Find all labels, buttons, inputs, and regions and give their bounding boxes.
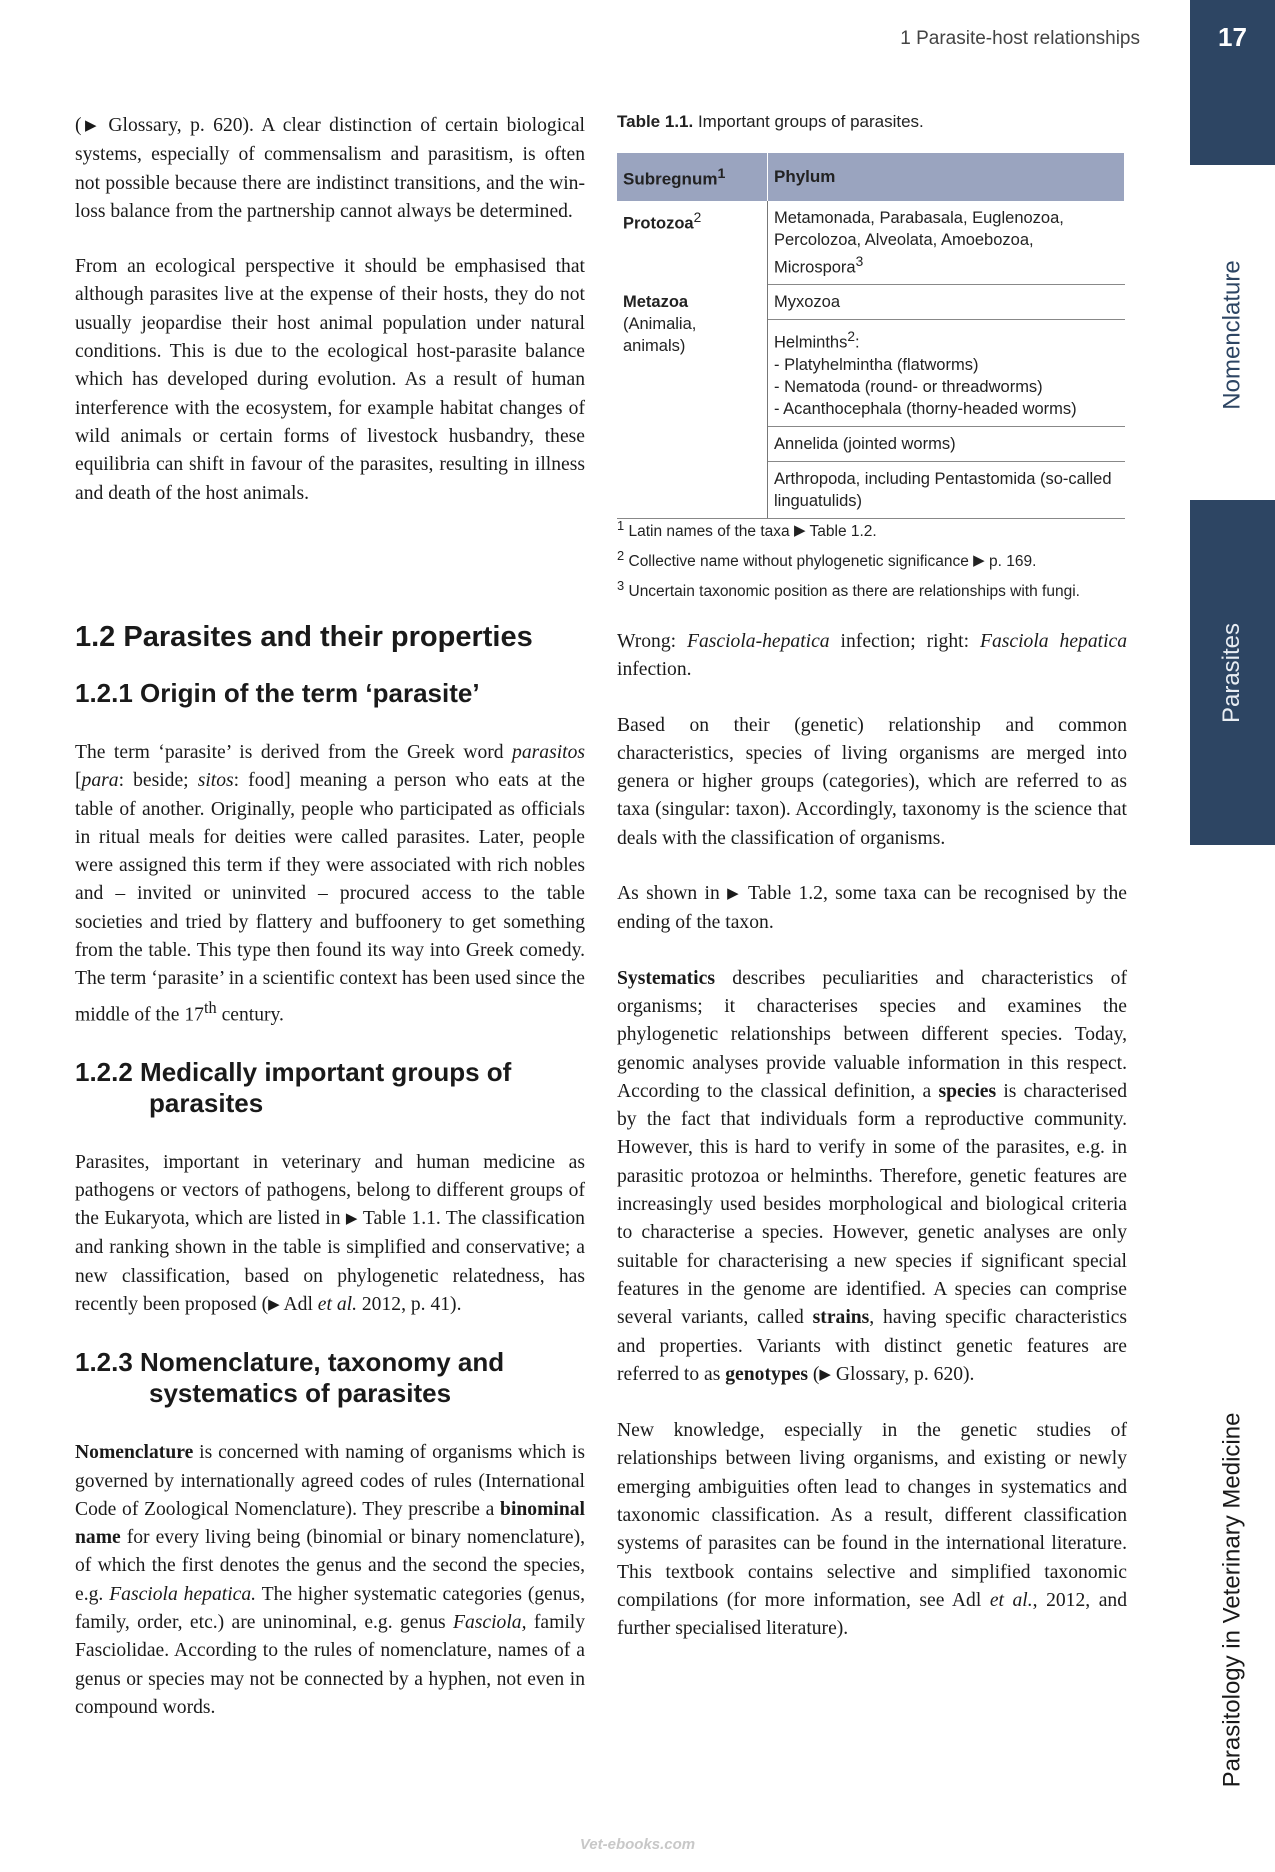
table-header-phylum: Phylum: [768, 153, 1125, 201]
paragraph-taxonomy: Based on their (genetic) relationship and common characteristics, species of living organisms are merged into genera or higher groups (categories), which are referred to as taxa (singular: taxon). Accordingly, taxonomy is the science that deals with the classification of organisms.: [617, 714, 1127, 849]
table-cell-arthropoda: Arthropoda, including Pentastomida (so-called linguatulids): [768, 461, 1125, 518]
arrow-icon: ▶: [793, 522, 806, 540]
arrow-icon: ▶: [268, 1296, 280, 1313]
right-column-main: [617, 628, 1127, 1671]
arrow-icon: ▶: [973, 552, 985, 570]
section-title-1-2-3: 1.2.3 Nomenclature, taxonomy and systematics of parasites: [75, 1347, 505, 1409]
paragraph-nomenclature: Nomenclature is concerned with naming of organisms which is governed by internationally agreed codes of rules (International Code of Zoological Nomenclature). They prescribe a binominal name for every living being (binomial or binary nomenclature), of which the first denotes the genus and the second the species, e.g. Fasciola hepatica. The higher systematic categories (genus, family, order, etc.) are uninominal, e.g. genus Fasciola, family Fasciolidae. According to the rules of nomenclature, names of a genus or species may not be connected by a hyphen, not even in compound words.: [75, 1442, 585, 1718]
table-cell-helminths: Helminths$^2$: - Platyhelmintha (flatworms) - Nematoda (round- or threadworms) - Acanthocephala (thorny-headed worms): [768, 320, 1125, 427]
watermark: Vet-ebooks.com: [579, 1836, 696, 1853]
paragraph-wrong-right: Wrong: Fasciola-hepatica infection; right: Fasciola hepatica infection.: [617, 631, 1128, 681]
table-cell-protozoa-phyla: Metamonada, Parabasala, Euglenozoa, Percolozoa, Alveolata, Amoebozoa, Microspora$^3$: [768, 201, 1125, 285]
section-title-1-2: 1.2 Parasites and their properties: [75, 621, 533, 653]
footnote-1: $^1$ Latin names of the taxa ▶ Table 1.2.: [617, 518, 877, 541]
arrow-icon: ▶: [819, 1366, 831, 1383]
left-column-top: [75, 112, 585, 535]
page-number: 17: [1190, 0, 1275, 165]
table-row: [617, 285, 1125, 320]
footnote-3: $^3$ Uncertain taxonomic position as there are relationships with fungi.: [617, 578, 1080, 601]
paragraph-origin: The term ‘parasite’ is derived from the Greek word parasitos [para: beside; sitos: food] meaning a person who eats at the table of another. Originally, people who participated as officials in ritual meals for deities were called parasites. Later, people were assigned this term if they were associated with rich nobles and – invited or uninvited – procured access to the table societies and tried by flattery and buffoonery to get something from the table. This type then found its way into Greek comedy. The term ‘parasite’ in a scientific context has been used since the middle of the 17th century.: [75, 742, 585, 1026]
book-title: Parasitology in Veterinary Medicine: [1218, 1412, 1246, 1788]
parasite-groups-table: [617, 153, 1125, 519]
table-row: [617, 201, 1125, 285]
paragraph-groups: Parasites, important in veterinary and human medicine as pathogens or vectors of pathogens, belong to different groups of the Eukaryota, which are listed in ▶ Table 1.1. The classification and ranking shown in the table is simplified and conservative; a new classification, based on phylogenetic relatedness, has recently been proposed (▶ Adl et al. 2012, p. 41).: [75, 1151, 585, 1315]
table-header-subregnum: Subregnum$^1$: [617, 153, 768, 201]
side-tab-nomenclature[interactable]: [1190, 175, 1275, 495]
arrow-icon: ▶: [345, 1211, 358, 1228]
table-caption: Table 1.1. Important groups of parasites.: [617, 112, 924, 131]
paragraph-table-1-2: As shown in ▶ Table 1.2, some taxa can be recognised by the ending of the taxon.: [617, 883, 1127, 934]
arrow-icon: ▶: [81, 118, 101, 134]
arrow-icon: ▶: [727, 886, 741, 903]
side-tab-parasites[interactable]: [1190, 500, 1275, 845]
side-tab-parasites-label: Parasites: [1218, 622, 1246, 723]
footnote-2: $^2$ Collective name without phylogenetic significance ▶ p. 169.: [617, 548, 1037, 571]
section-title-1-2-1: 1.2.1 Origin of the term ‘parasite’: [75, 678, 480, 708]
running-head: 1 Parasite-host relationships: [900, 28, 1140, 49]
section-title-1-2-2: 1.2.2 Medically important groups of parasites: [75, 1056, 512, 1118]
left-column-main: [75, 620, 585, 1749]
paragraph-systematics: Systematics describes peculiarities and characteristics of organisms; it characterises species and examines the phylogenetic relationships between different species. Today, genomic analyses provide valuable information in this respect. According to the classical definition, a species is characterised by the fact that individuals form a reproductive community. However, this is hard to verify in some of the parasites, e.g. in parasitic protozoa or helminths. Therefore, genetic features are increasingly used besides morphological and biological criteria to characterise a species. However, genetic analyses are only suitable for characterising a new species if significant special features in the genome are identified. A species can comprise several variants, called strains, having specific characteristics and properties. Variants with distinct genetic features are referred to as genotypes (▶ Glossary, p. 620).: [617, 967, 1127, 1385]
paragraph-new-knowledge: New knowledge, especially in the genetic studies of relationships between living organisms, and existing or newly emerging ambiguities often lead to changes in systematics and taxonomic classification. As a result, different classification systems of parasites can be found in the international literature. This textbook contains selective and simplified taxonomic compilations (for more information, see Adl et al., 2012, and further specialised literature).: [617, 1420, 1127, 1640]
table-cell-protozoa: Protozoa$^2$: [617, 201, 768, 285]
paragraph-ecology: From an ecological perspective it should be emphasised that although parasites live at the expense of their hosts, they do not usually jeopardise their host animal population under natural conditions. This is due to the ecological host-parasite balance which has developed during evolution. As a result of human interference with the ecosystem, for example habitat changes of wild animals or certain forms of livestock husbandry, these equilibria can shift in favour of the parasites, resulting in illness and death of the host animals.: [75, 256, 585, 504]
table-cell-annelida: Annelida (jointed worms): [768, 426, 1125, 461]
paragraph-glossary: (▶ Glossary, p. 620). A clear distinction of certain biological systems, especially of commensalism and parasitism, is often not possible because there are indistinct transitions, and the win-loss balance from the partnership cannot always be determined.: [75, 115, 585, 222]
side-tab-nomenclature-label: Nomenclature: [1218, 260, 1246, 410]
table-cell-metazoa: Metazoa (Animalia, animals): [617, 285, 768, 519]
table-footnotes: [617, 514, 1137, 604]
side-tab-book-title: [1190, 1380, 1275, 1820]
table-cell-myxozoa: Myxozoa: [768, 285, 1125, 320]
table-header-row: [617, 153, 1125, 201]
